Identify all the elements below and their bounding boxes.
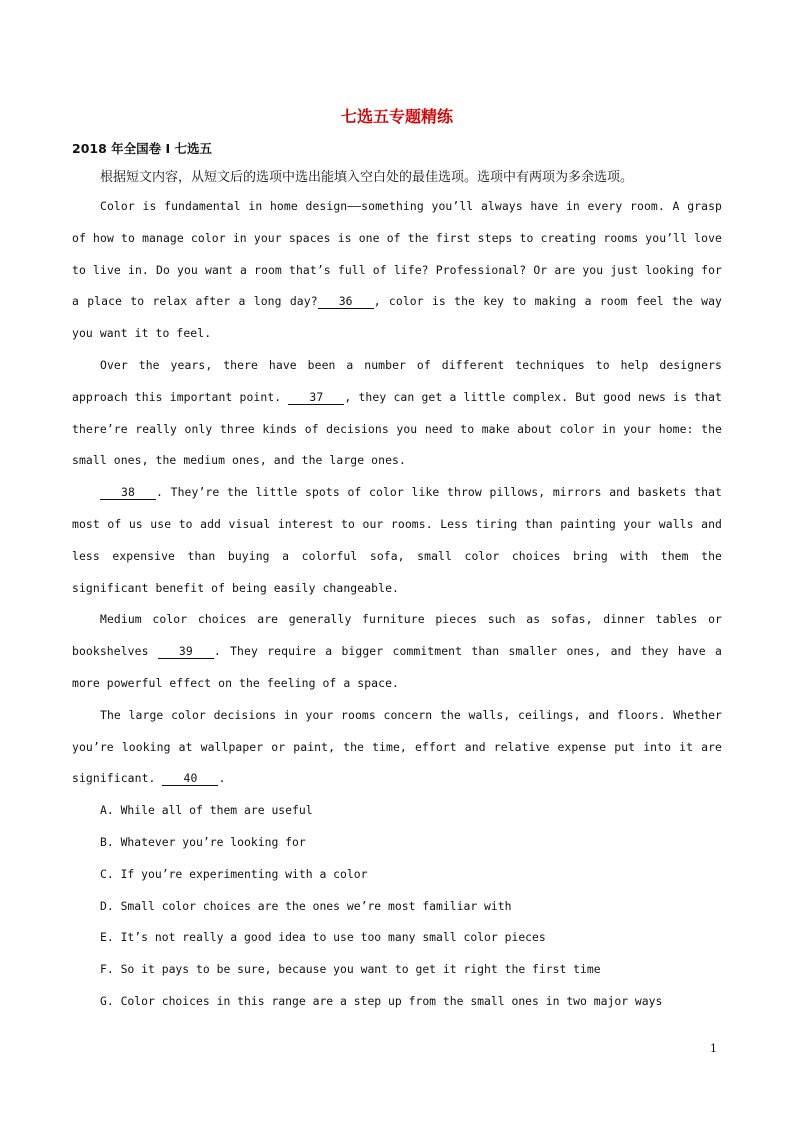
paragraph-4-text-b: . They require a bigger commitment than smaller ones, and they have a more powerful effect on the feeling of a space. [72,644,722,690]
paragraph-5-text-a: The large color decisions in your rooms concern the walls, ceilings, and floors. Whether you’re looking at wallpaper or paint, the time, effort and relative expense put into it are significant. [72,707,722,786]
option-c[interactable]: C. If you’re experimenting with a color [100,866,368,881]
instruction-text: 根据短文内容，从短文后的选项中选出能填入空白处的最佳选项。选项中有两项为多余选项。 [100,170,634,185]
paragraph-4-text-a: Medium color choices are generally furniture pieces such as sofas, dinner tables or bookshelves [72,612,722,659]
paragraph-2 [72,350,722,477]
paragraph-2-text-b: , they can get a little complex. But good news is that there’re really only three kinds of decisions you need to make about color in your home: the small ones, the medium ones, and the large ones. [72,389,722,468]
paragraph-3-text-b: . They’re the little spots of color like throw pillows, mirrors and baskets that most of us use to add visual interest to our rooms. Less tiring than painting your walls and less expensive than buying a colorful sofa, small color choices bring with them the significant benefit of being easily changeable. [72,485,722,595]
passage [72,191,722,1018]
section-heading: 2018 年全国卷 I 七选五 [72,141,212,156]
paragraph-1-text-b: , color is the key to making a room feel the way you want it to feel. [72,294,722,341]
paragraph-3 [72,477,722,604]
options-list [72,795,722,1018]
page-number: 1 [710,1042,717,1055]
blank-40[interactable]: 40 [162,771,218,786]
option-g[interactable]: G. Color choices in this range are a step up from the small ones in two major ways [100,993,663,1008]
paragraph-5-text-b: . [218,771,226,786]
option-e[interactable]: E. It’s not really a good idea to use too many small color pieces [100,930,546,945]
paragraph-5 [72,700,722,795]
paragraph-1 [72,191,722,350]
page-title: 七选五专题精练 [340,107,453,126]
paragraph-4 [72,604,722,699]
blank-36[interactable]: 36 [318,294,374,309]
paragraph-1-text-a: Color is fundamental in home design——something you’ll always have in every room. A grasp of how to manage color in your spaces is one of the first steps to creating rooms you’ll love to live in. Do you want a room that’s full of life? Professional? Or are you just looking for a place to relax after a long day? [72,199,722,309]
option-d[interactable]: D. Small color choices are the ones we’re most familiar with [100,898,512,913]
option-b[interactable]: B. Whatever you’re looking for [100,834,306,849]
option-a[interactable]: A. While all of them are useful [100,803,313,818]
option-f[interactable]: F. So it pays to be sure, because you want to get it right the first time [100,962,601,977]
paragraph-2-text-a: Over the years, there have been a number of different techniques to help designers approach this important point. [72,357,722,404]
blank-39[interactable]: 39 [158,644,214,659]
blank-38[interactable]: 38 [100,485,156,500]
blank-37[interactable]: 37 [288,390,344,405]
